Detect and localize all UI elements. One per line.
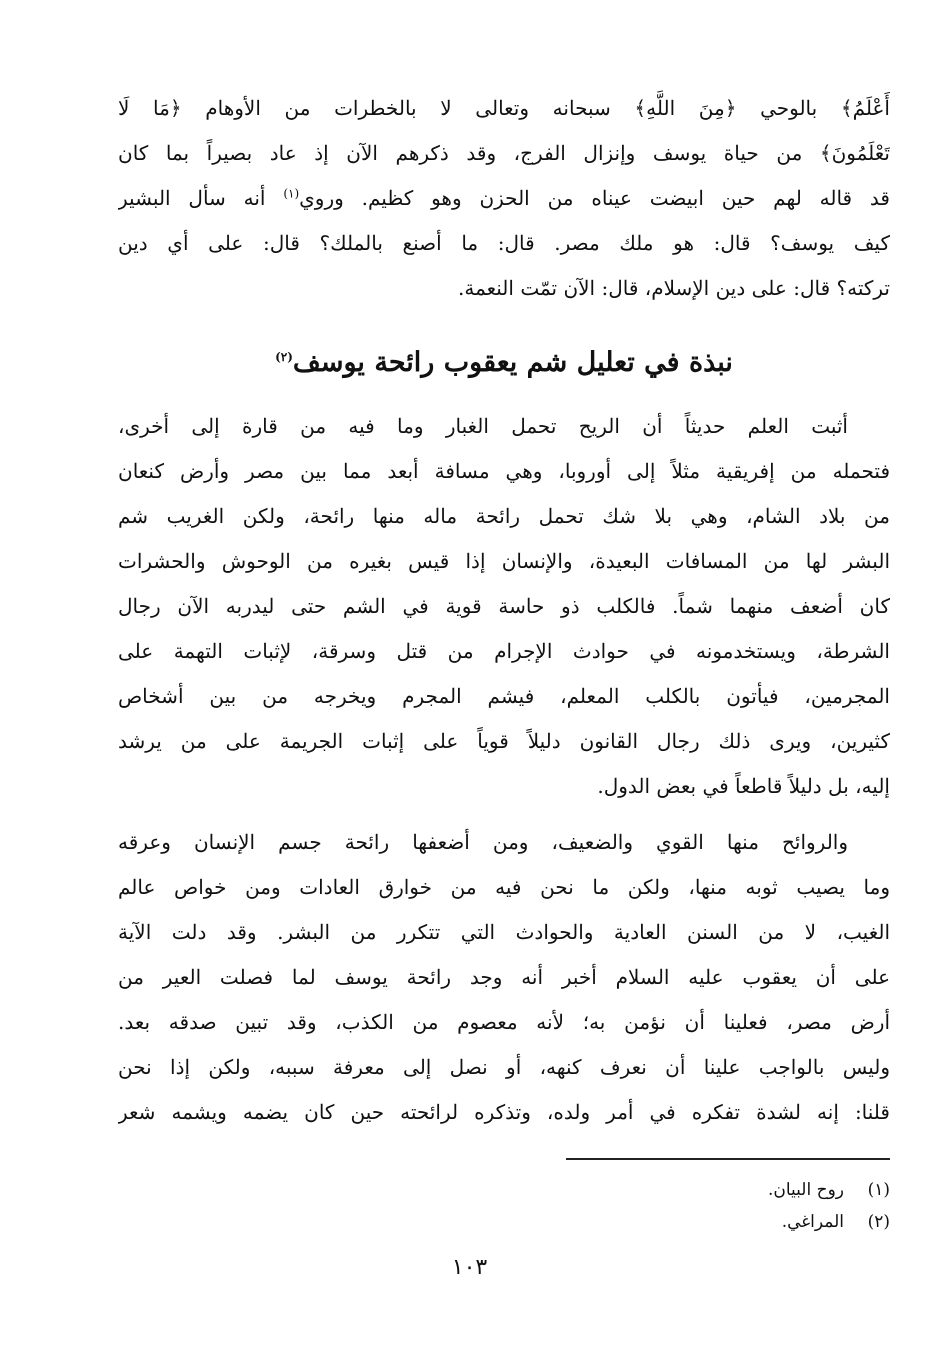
footnote-text: روح البيان. bbox=[767, 1180, 844, 1200]
text-line-part: أنه سأل البشير bbox=[118, 186, 284, 210]
footnote-ref-1[interactable]: (١) bbox=[283, 186, 300, 201]
section-heading bbox=[118, 338, 890, 388]
text-line: على أن يعقوب عليه السلام أخبر أنه وجد رائحة يوسف لما فصلت العير من bbox=[118, 965, 890, 989]
text-line: وما يصيب ثوبه منها، ولكن ما نحن فيه من خوارق العادات ومن خواص عالم bbox=[118, 875, 890, 899]
text-line: أثبت العلم حديثاً أن الريح تحمل الغبار وما فيه من قارة إلى أخرى، bbox=[118, 414, 848, 438]
footnote-text: المراغي. bbox=[781, 1212, 844, 1232]
footnote-2 bbox=[118, 1206, 890, 1238]
text-line: من بلاد الشام، وهي بلا شك تحمل رائحة ماله منها رائحة، ولكن الغريب شم bbox=[118, 504, 890, 528]
text-line: والروائح منها القوي والضعيف، ومن أضعفها رائحة جسم الإنسان وعرقه bbox=[118, 830, 848, 854]
text-line: كيف يوسف؟ قال: هو ملك مصر. قال: ما أصنع بالملك؟ قال: على أي دين bbox=[118, 231, 890, 255]
footnote-divider bbox=[566, 1158, 890, 1160]
heading-text: نبذة في تعليل شم يعقوب رائحة يوسف bbox=[292, 347, 733, 378]
text-line: فتحمله من إفريقية مثلاً إلى أوروبا، وهي مسافة أبعد مما بين مصر وأرض كنعان bbox=[118, 459, 890, 483]
paragraph-scents bbox=[118, 820, 890, 1135]
text-line: الغيب، لا من السنن العادية والحوادث التي تتكرر من البشر. وقد دلت الآية bbox=[118, 920, 890, 944]
text-line: تَعْلَمُونَ﴾ من حياة يوسف وإنزال الفرج، وقد ذكرهم الآن إذ عاد بصيراً بما كان bbox=[118, 141, 890, 165]
text-line: إليه، بل دليلاً قاطعاً في بعض الدول. bbox=[597, 774, 890, 798]
text-line: المجرمين، فيأتون بالكلب المعلم، فيشم المجرم ويخرجه من بين أشخاص bbox=[118, 684, 890, 708]
paragraph-wind-smell bbox=[118, 404, 890, 809]
text-line: كان أضعف منهما شماً. فالكلب ذو حاسة قوية في الشم حتى ليدربه الآن رجال bbox=[118, 594, 890, 618]
paragraph-quran-commentary bbox=[118, 86, 890, 311]
text-line: قلنا: إنه لشدة تفكره في أمر ولده، وتذكره لرائحته حين كان يضمه ويشمه شعر bbox=[118, 1100, 890, 1124]
text-line: الشرطة، ويستخدمونه في حوادث الإجرام من قتل وسرقة، لإثبات التهمة على bbox=[118, 639, 890, 663]
page-number: ١٠٣ bbox=[451, 1255, 488, 1280]
text-line: كثيرين، ويرى ذلك رجال القانون دليلاً قوياً على إثبات الجريمة على من يرشد bbox=[118, 729, 890, 753]
footnote-number: (١) bbox=[867, 1180, 890, 1200]
text-line: أرض مصر، فعلينا أن نؤمن به؛ لأنه معصوم من الكذب، وقد تبين صدقه بعد. bbox=[118, 1010, 890, 1034]
text-line: وليس بالواجب علينا أن نعرف كنهه، أو نصل إلى معرفة سببه، ولكن إذا نحن bbox=[118, 1055, 890, 1079]
text-line: تركته؟ قال: على دين الإسلام، قال: الآن تمّت النعمة. bbox=[457, 276, 890, 300]
footnote-number: (٢) bbox=[867, 1212, 890, 1232]
footnote-1 bbox=[118, 1174, 890, 1206]
text-line bbox=[118, 176, 890, 221]
text-line: البشر لها من المسافات البعيدة، والإنسان إذا قيس بغيره من الوحوش والحشرات bbox=[118, 549, 890, 573]
text-line-part: قد قاله لهم حين ابيضت عيناه من الحزن وهو كظيم. وروي bbox=[299, 186, 890, 210]
text-line: أَعْلَمُ﴾ بالوحي ﴿مِنَ اللَّهِ﴾ سبحانه وتعالى لا بالخطرات من الأوهام ﴿مَا لَا bbox=[118, 96, 890, 120]
footnote-ref-2[interactable]: (٢) bbox=[275, 350, 293, 364]
